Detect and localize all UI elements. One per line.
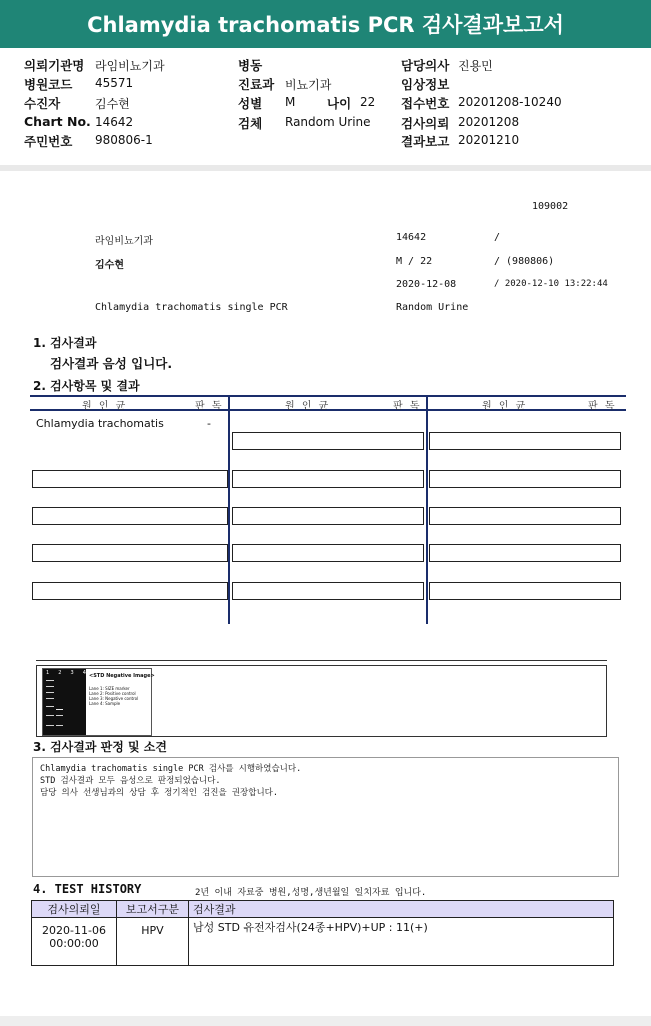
result-cell — [32, 507, 228, 525]
result-cell — [429, 507, 621, 525]
gel-legend — [89, 686, 138, 706]
history-date-cell — [32, 918, 117, 966]
section1-result-text: 검사결과 음성 입니다. — [50, 356, 173, 371]
gel-legend-line: Lane 1: SIZE marker — [89, 686, 130, 691]
gel-legend-line: Lane 4: Sample — [89, 701, 121, 706]
header-label: 결과보고 — [401, 134, 450, 149]
info-sex-age: M / 22 — [396, 256, 433, 267]
column-header-organism: 원 인 균 — [285, 401, 331, 412]
history-time: 00:00:00 — [49, 937, 99, 950]
table-row — [32, 918, 614, 966]
history-table — [31, 900, 614, 966]
header-label: 검사의뢰 — [401, 116, 450, 131]
header-label: 의뢰기관명 — [24, 58, 85, 73]
history-type: HPV — [117, 918, 189, 966]
header-value: 진용민 — [458, 59, 493, 73]
info-hospital: 라임비뇨기과 — [95, 236, 153, 247]
result-cell — [32, 582, 228, 600]
header-value: 980806-1 — [95, 133, 153, 147]
lane-number: 2 — [58, 670, 62, 676]
header-label: 검체 — [238, 116, 263, 131]
history-date: 2020-11-06 — [42, 924, 106, 937]
column-header-judgment: 판 독 — [195, 401, 224, 412]
header-label: 병동 — [238, 58, 263, 73]
history-header-row — [32, 901, 614, 918]
result-cell — [232, 432, 424, 450]
header-value: Random Urine — [285, 115, 371, 129]
section4-title: 4. TEST HISTORY — [33, 882, 142, 896]
history-header: 검사의뢰일 — [32, 901, 117, 918]
gel-lane-numbers — [46, 670, 86, 676]
info-report-datetime: / 2020-12-10 13:22:44 — [494, 279, 608, 289]
section2-title: 2. 검사항목 및 결과 — [33, 379, 140, 393]
gel-image-title: <STD Negative Image> — [89, 673, 155, 679]
header-label: 수진자 — [24, 96, 61, 111]
info-chart: 14642 — [396, 232, 427, 243]
opinion-line: Chlamydia trachomatis single PCR 검사를 시행하였습니다. — [40, 764, 302, 774]
gel-image — [42, 668, 155, 736]
header-label: 접수번호 — [401, 96, 450, 111]
lane-number: 3 — [70, 670, 74, 676]
gel-legend-line: Lane 3: Negative control — [89, 696, 139, 701]
header-value: 20201208-10240 — [458, 95, 562, 109]
result-cell — [232, 582, 424, 600]
info-patient: 김수현 — [95, 260, 124, 271]
result-cell — [32, 470, 228, 488]
opinion-line: STD 검사결과 모두 음성으로 판정되었습니다. — [40, 776, 221, 786]
report-title: Chlamydia trachomatis PCR 검사결과보고서 — [87, 13, 564, 37]
result-cell — [232, 470, 424, 488]
header-label: 나이 — [327, 96, 352, 111]
header-label: 성별 — [238, 96, 263, 111]
organism-name: Chlamydia trachomatis — [36, 417, 164, 430]
footer-separator — [0, 1016, 651, 1026]
info-birth: / (980806) — [494, 256, 555, 267]
column-header-judgment: 판 독 — [588, 401, 617, 412]
lane-number: 1 — [46, 670, 50, 676]
header-value: 비뇨기과 — [285, 78, 332, 92]
header-label: 주민번호 — [24, 134, 73, 149]
history-header: 검사결과 — [189, 901, 614, 918]
header-value: M — [285, 95, 296, 109]
organism-result: - — [207, 417, 211, 430]
opinion-text — [40, 763, 301, 799]
gel-legend-line: Lane 2: Positive control — [89, 691, 136, 696]
result-cell — [232, 507, 424, 525]
grid-divider — [228, 396, 230, 624]
header-label: 진료과 — [238, 77, 275, 92]
history-result: 남성 STD 유전자검사(24종+HPV)+UP : 11(+) — [189, 918, 614, 966]
header-label: 임상정보 — [401, 77, 450, 92]
opinion-line: 담당 의사 선생님과의 상담 후 정기적인 검진을 권장합니다. — [40, 788, 279, 798]
info-receive-date: 2020-12-08 — [396, 279, 457, 290]
result-cell — [429, 432, 621, 450]
header-value: 라임비뇨기과 — [95, 59, 165, 73]
header-label: 병원코드 — [24, 77, 73, 92]
grid-divider — [426, 396, 428, 624]
section1-title: 1. 검사결과 — [33, 336, 97, 350]
column-header-organism: 원 인 균 — [482, 401, 528, 412]
result-cell — [429, 582, 621, 600]
section3-title: 3. 검사결과 판정 및 소견 — [33, 740, 167, 754]
header-value: 45571 — [95, 76, 134, 90]
column-header-judgment: 판 독 — [393, 401, 422, 412]
result-cell — [429, 544, 621, 562]
header-value: 20201208 — [458, 115, 520, 129]
header-value: 14642 — [95, 115, 134, 129]
info-specimen: Random Urine — [396, 302, 469, 313]
header-value: 20201210 — [458, 133, 520, 147]
header-value: 김수현 — [95, 97, 130, 111]
column-header-organism: 원 인 균 — [82, 401, 128, 412]
lane-number: 4 — [82, 670, 86, 676]
info-slash: / — [494, 232, 501, 243]
info-test-name: Chlamydia trachomatis single PCR — [95, 302, 288, 313]
image-divider-line — [36, 660, 607, 661]
history-header: 보고서구분 — [117, 901, 189, 918]
header-separator — [0, 165, 651, 171]
header-label: 담당의사 — [401, 58, 450, 73]
history-note: 2년 이내 자료중 병원,성명,생년월일 일치자료 입니다. — [195, 888, 427, 898]
result-cell — [232, 544, 424, 562]
header-value: 22 — [360, 95, 376, 109]
gel-lanes — [43, 669, 86, 735]
result-cell — [32, 544, 228, 562]
result-cell — [429, 470, 621, 488]
header-label: Chart No. — [24, 114, 91, 129]
report-code: 109002 — [532, 201, 569, 212]
